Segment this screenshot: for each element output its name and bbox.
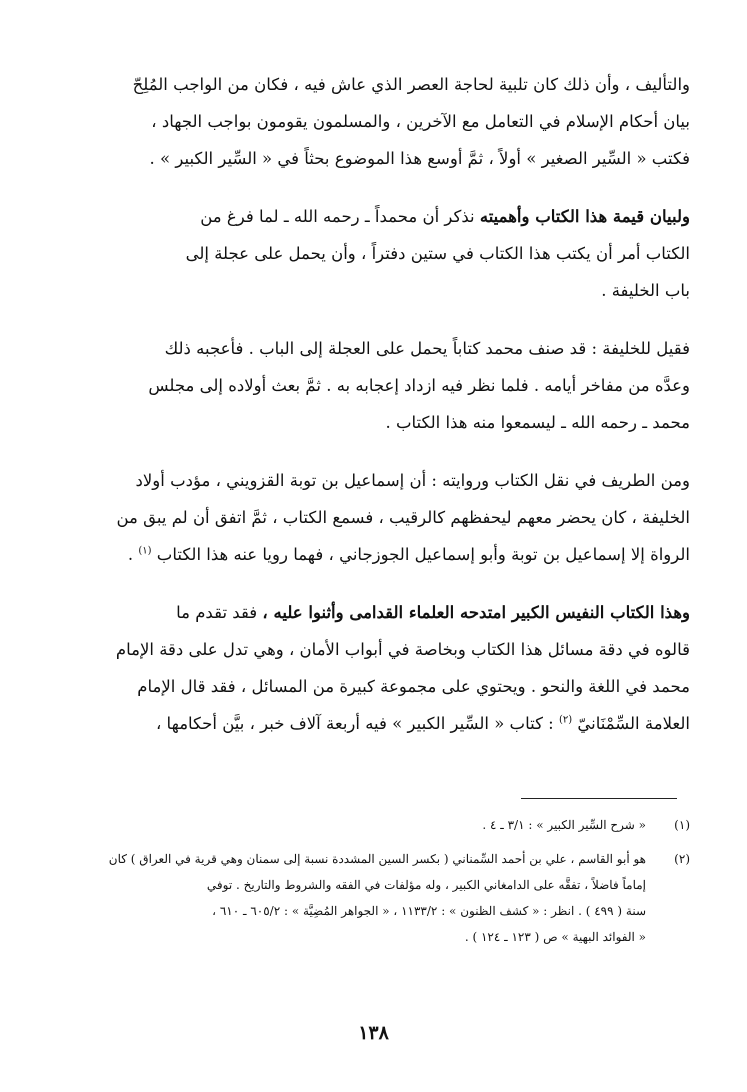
paragraph-lead-bold: وهذا الكتاب النفيس الكبير امتدحه العلماء القدامى وأثنوا عليه ، (262, 603, 690, 622)
footnote-line: « الفوائد البهية » ص ( ١٢٣ ـ ١٢٤ ) . (464, 930, 646, 944)
paragraph-lead-bold: ولبيان قيمة هذا الكتاب وأهميته (479, 207, 690, 226)
text-line (70, 536, 690, 573)
text-line: فكتب « السِّير الصغير » أولاً ، ثمَّ أوسع هذا الموضوع بحثاً في « السِّير الكبير » . (149, 149, 690, 168)
page-number: ١٣٨ (358, 1022, 389, 1044)
text-line (70, 705, 690, 742)
text-line (70, 198, 690, 235)
paragraph-1 (70, 66, 690, 177)
text-line: قالوه في دقة مسائل هذا الكتاب وبخاصة في أبواب الأمان ، وهي تدل على دقة الإمام (115, 640, 690, 659)
text-line: ومن الطريف في نقل الكتاب وروايته : أن إسماعيل بن توبة القزويني ، مؤدب أولاد (135, 471, 690, 490)
line-text: . (127, 545, 139, 564)
footnote-number: (٢) (674, 852, 690, 866)
footnote-line: « شرح السِّير الكبير » : ٣/١ ـ ٤ . (482, 818, 646, 832)
footnote-number: (١) (674, 818, 690, 832)
text-line: بيان أحكام الإسلام في التعامل مع الآخرين ، والمسلمون يقومون بواجب الجهاد ، (151, 112, 690, 131)
main-text (70, 66, 690, 763)
footnote-2 (70, 846, 690, 950)
footnote-line: هو أبو القاسم ، علي بن أحمد السِّمناني ( بكسر السين المشددة نسبة إلى سمنان وهي قرية في العراق ) كان (108, 852, 646, 866)
paragraph-5 (70, 594, 690, 742)
footnote-body (70, 812, 646, 838)
line-text: فقد تقدم ما (176, 603, 263, 622)
footnote-body (70, 846, 646, 950)
text-line: محمد ـ رحمه الله ـ ليسمعوا منه هذا الكتاب . (385, 413, 690, 432)
text-line: وعدَّه من مفاخر أيامه . فلما نظر فيه ازداد إعجابه به . ثمَّ بعث أولاده إلى مجلس (148, 376, 690, 395)
footnote-ref-2[interactable]: (٢) (558, 714, 573, 726)
footnote-ref-1[interactable]: (١) (138, 545, 152, 557)
footnote-divider (521, 798, 677, 799)
text-line: الخليفة ، كان يحضر معهم ليحفظهم كالرقيب ، فسمع الكتاب ، ثمَّ اتفق أن لم يبق من (116, 508, 690, 527)
text-line (70, 594, 690, 631)
paragraph-3 (70, 330, 690, 441)
footnote-line: سنة ( ٤٩٩ ) . انظر : « كشف الظنون » : ١١٣٣/٢ ، « الجواهر المُضِيَّة » : ٦٠٥/٢ ـ ٦١٠ ، (212, 904, 646, 918)
footnotes (70, 812, 690, 950)
line-text: نذكر أن محمداً ـ رحمه الله ـ لما فرغ من (200, 207, 480, 226)
footnote-1 (70, 812, 690, 838)
text-line: والتأليف ، وأن ذلك كان تلبية لحاجة العصر الذي عاش فيه ، فكان من الواجب المُلِحّ (132, 75, 690, 94)
text-line: باب الخليفة . (601, 281, 690, 300)
text-line: فقيل للخليفة : قد صنف محمد كتاباً يحمل على العجلة إلى الباب . فأعجبه ذلك (164, 339, 690, 358)
line-text: الرواة إلا إسماعيل بن توبة وأبو إسماعيل الجوزجاني ، فهما رويا عنه هذا الكتاب (156, 545, 690, 564)
footnote-line: إماماً فاضلاً ، تفقَّه على الدامغاني الكبير ، وله مؤلفات في الفقه والشروط والتاريخ . توفي (206, 878, 646, 892)
text-line: محمد في اللغة والنحو . ويحتوي على مجموعة كبيرة من المسائل ، فقد قال الإمام (137, 677, 690, 696)
text-line: الكتاب أمر أن يكتب هذا الكتاب في ستين دفتراً ، وأن يحمل على عجلة إلى (185, 244, 690, 263)
line-text: العلامة السِّمْنَانيّ (577, 714, 690, 733)
paragraph-4 (70, 462, 690, 573)
line-text: : كتاب « السِّير الكبير » فيه أربعة آلاف خبر ، بيَّن أحكامها ، (155, 714, 559, 733)
paragraph-2 (70, 198, 690, 309)
